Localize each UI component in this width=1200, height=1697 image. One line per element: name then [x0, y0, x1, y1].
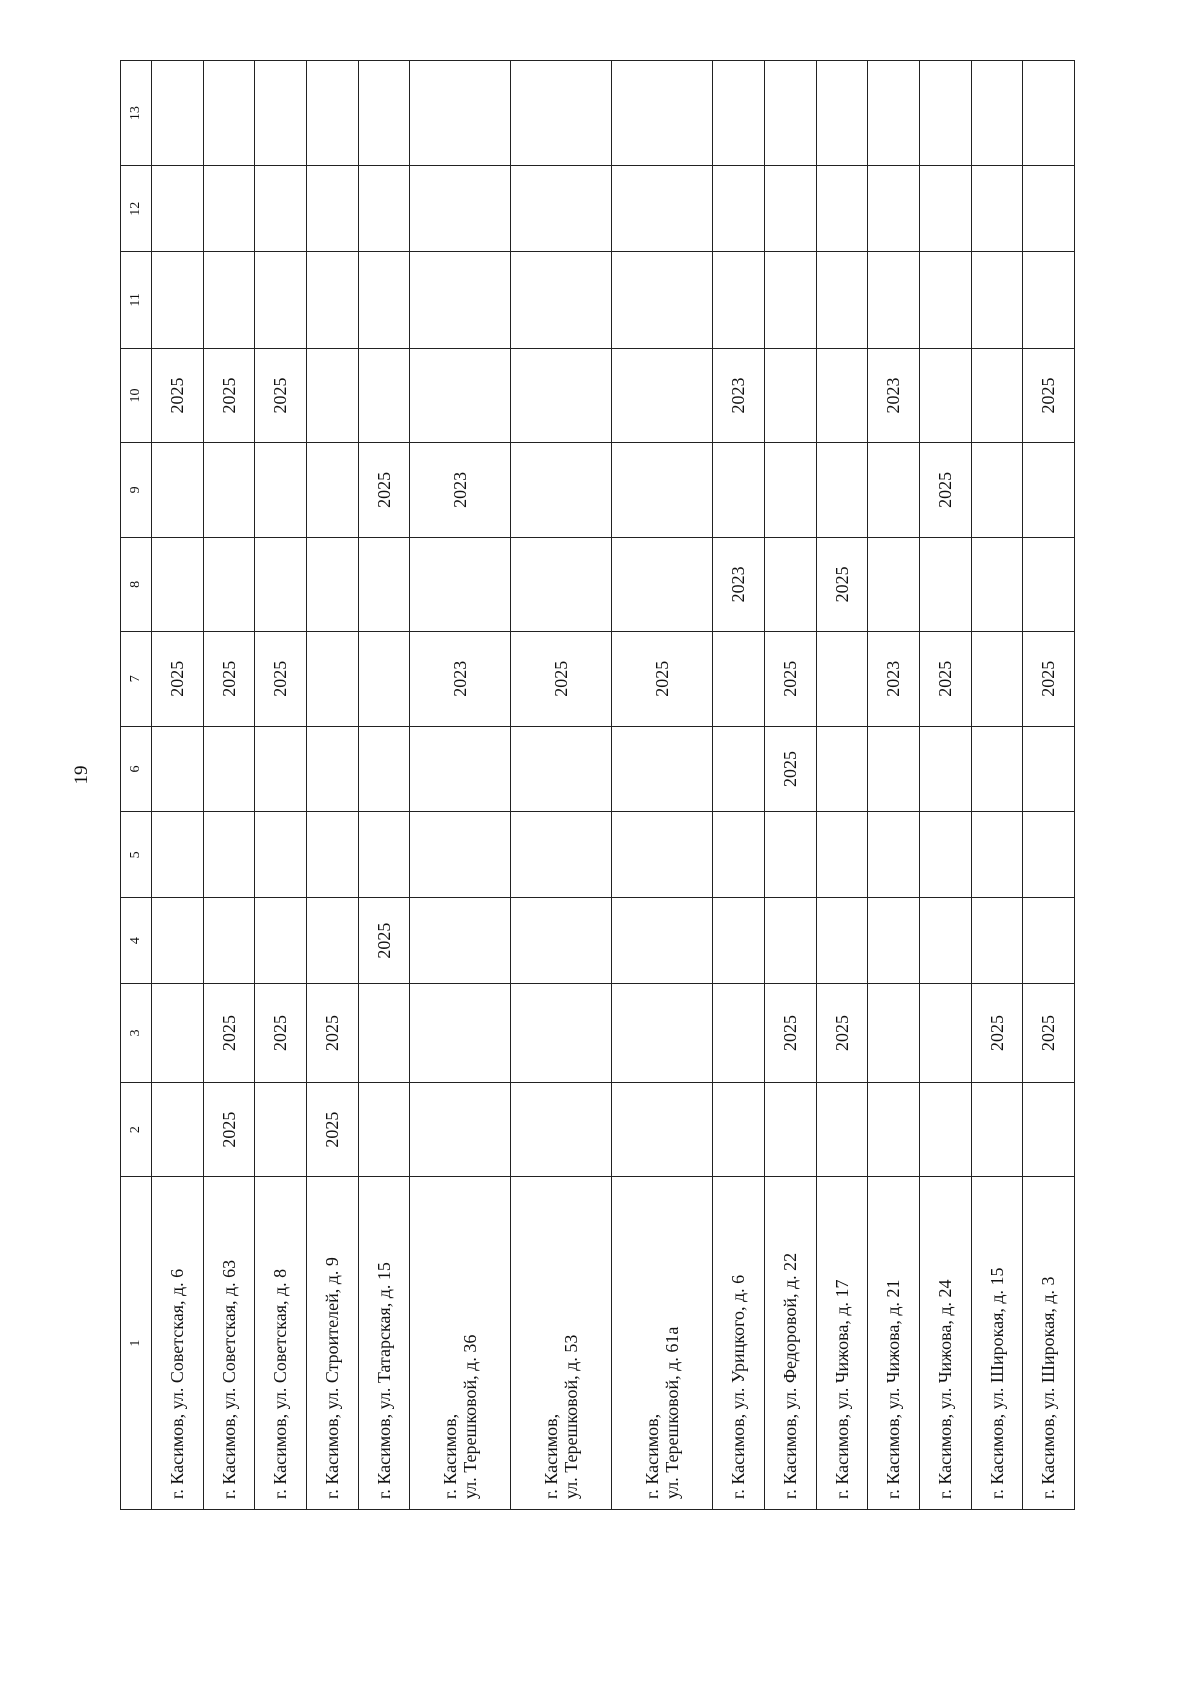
year-cell: [307, 812, 359, 898]
data-table: [120, 60, 1075, 1510]
year-cell: [764, 348, 816, 442]
year-cell: [410, 1082, 511, 1176]
column-header: 6: [121, 726, 152, 812]
year-cell: 2025: [1023, 984, 1075, 1083]
year-cell: [713, 1082, 765, 1176]
address-cell: [816, 1177, 868, 1510]
year-cell: [612, 348, 713, 442]
year-cell: [971, 898, 1023, 984]
year-cell: [410, 984, 511, 1083]
address-cell: [612, 1177, 713, 1510]
column-header: 1: [121, 1177, 152, 1510]
address-line: г. Касимов, ул. Строителей, д. 9: [322, 1257, 342, 1499]
year-cell: 2025: [307, 984, 359, 1083]
year-cell: [511, 1082, 612, 1176]
year-cell: [868, 443, 920, 537]
year-cell: [358, 166, 410, 252]
column-header: 8: [121, 537, 152, 631]
year-cell: [152, 443, 204, 537]
address-line: г. Касимов, ул. Широкая, д. 15: [986, 1267, 1007, 1499]
year-cell: 2025: [511, 632, 612, 726]
column-header: 9: [121, 443, 152, 537]
year-cell: [713, 61, 765, 166]
year-cell: [152, 166, 204, 252]
year-cell: [203, 812, 255, 898]
year-cell: [152, 812, 204, 898]
year-cell: [713, 443, 765, 537]
year-cell: [410, 898, 511, 984]
year-cell: [612, 898, 713, 984]
year-cell: 2025: [358, 898, 410, 984]
year-cell: [764, 61, 816, 166]
year-cell: [307, 166, 359, 252]
year-cell: [816, 166, 868, 252]
year-cell: [919, 166, 971, 252]
address-cell: [358, 1177, 410, 1510]
year-cell: [868, 537, 920, 631]
year-cell: [255, 443, 307, 537]
year-cell: [868, 726, 920, 812]
year-cell: [971, 166, 1023, 252]
year-cell: 2023: [868, 632, 920, 726]
year-cell: [152, 1082, 204, 1176]
year-cell: [410, 252, 511, 349]
column-header: 11: [121, 252, 152, 349]
year-cell: [919, 984, 971, 1083]
year-cell: [203, 537, 255, 631]
column-header: 4: [121, 898, 152, 984]
year-cell: [255, 166, 307, 252]
address-line: г. Касимов,: [540, 1413, 561, 1499]
table-row: [868, 61, 920, 1510]
year-cell: [410, 166, 511, 252]
address-cell: [919, 1177, 971, 1510]
address-line: г. Касимов,: [641, 1413, 662, 1499]
address-cell: [307, 1177, 359, 1510]
table-row: [1023, 61, 1075, 1510]
year-cell: [919, 898, 971, 984]
year-cell: 2025: [152, 632, 204, 726]
column-header: 10: [121, 348, 152, 442]
address-cell: [152, 1177, 204, 1510]
table-row: [612, 61, 713, 1510]
column-header: 7: [121, 632, 152, 726]
year-cell: [971, 812, 1023, 898]
year-cell: [816, 61, 868, 166]
year-cell: [816, 252, 868, 349]
column-header: 5: [121, 812, 152, 898]
year-cell: [919, 61, 971, 166]
table-row: [255, 61, 307, 1510]
year-cell: [868, 166, 920, 252]
year-cell: 2025: [255, 632, 307, 726]
year-cell: [919, 1082, 971, 1176]
year-cell: [307, 443, 359, 537]
year-cell: [358, 726, 410, 812]
year-cell: [816, 632, 868, 726]
year-cell: [358, 348, 410, 442]
year-cell: [1023, 61, 1075, 166]
year-cell: [1023, 898, 1075, 984]
year-cell: [203, 443, 255, 537]
year-cell: [511, 443, 612, 537]
table-row: [152, 61, 204, 1510]
year-cell: [868, 1082, 920, 1176]
table-header-row: [121, 61, 152, 1510]
address-line: г. Касимов,: [439, 1413, 460, 1499]
address-cell: [511, 1177, 612, 1510]
year-cell: [816, 348, 868, 442]
address-line: г. Касимов, ул. Чижова, д. 24: [934, 1279, 955, 1499]
table-row: [971, 61, 1023, 1510]
column-header: 3: [121, 984, 152, 1083]
year-cell: [764, 812, 816, 898]
year-cell: [816, 443, 868, 537]
year-cell: [358, 812, 410, 898]
year-cell: [152, 252, 204, 349]
year-cell: [358, 984, 410, 1083]
year-cell: [358, 1082, 410, 1176]
year-cell: [713, 812, 765, 898]
year-cell: [307, 726, 359, 812]
year-cell: [612, 252, 713, 349]
year-cell: [152, 537, 204, 631]
table-row: [307, 61, 359, 1510]
year-cell: [971, 537, 1023, 631]
year-cell: 2025: [255, 984, 307, 1083]
year-cell: [713, 726, 765, 812]
year-cell: 2025: [764, 632, 816, 726]
year-cell: [307, 537, 359, 631]
year-cell: [358, 537, 410, 631]
year-cell: [971, 348, 1023, 442]
address-line: г. Касимов, ул. Татарская, д. 15: [373, 1262, 394, 1499]
year-cell: [307, 632, 359, 726]
year-cell: [713, 632, 765, 726]
year-cell: 2025: [203, 1082, 255, 1176]
year-cell: 2023: [410, 443, 511, 537]
year-cell: [612, 537, 713, 631]
year-cell: [410, 348, 511, 442]
year-cell: [816, 898, 868, 984]
year-cell: [511, 812, 612, 898]
year-cell: [971, 632, 1023, 726]
year-cell: [919, 537, 971, 631]
year-cell: [764, 1082, 816, 1176]
year-cell: 2025: [152, 348, 204, 442]
year-cell: [410, 726, 511, 812]
year-cell: [971, 252, 1023, 349]
year-cell: [1023, 252, 1075, 349]
year-cell: [612, 443, 713, 537]
year-cell: [511, 348, 612, 442]
year-cell: [203, 166, 255, 252]
year-cell: [511, 537, 612, 631]
year-cell: [255, 898, 307, 984]
address-line: ул. Терешковой, д. 61а: [662, 1326, 683, 1499]
year-cell: 2025: [307, 1082, 359, 1176]
table-row: [713, 61, 765, 1510]
column-header: 12: [121, 166, 152, 252]
table-row: [764, 61, 816, 1510]
year-cell: [1023, 537, 1075, 631]
year-cell: [511, 898, 612, 984]
year-cell: [255, 726, 307, 812]
year-cell: 2025: [816, 537, 868, 631]
year-cell: [307, 252, 359, 349]
year-cell: [868, 984, 920, 1083]
address-line: г. Касимов, ул. Федоровой, д. 22: [779, 1252, 800, 1499]
address-line: г. Касимов, ул. Советская, д. 63: [218, 1259, 239, 1499]
table-row: [410, 61, 511, 1510]
year-cell: [152, 726, 204, 812]
year-cell: 2023: [713, 537, 765, 631]
year-cell: 2025: [764, 726, 816, 812]
year-cell: [307, 898, 359, 984]
year-cell: 2025: [255, 348, 307, 442]
year-cell: [971, 61, 1023, 166]
year-cell: [511, 726, 612, 812]
address-cell: [203, 1177, 255, 1510]
year-cell: [1023, 443, 1075, 537]
year-cell: [764, 443, 816, 537]
column-header: 13: [121, 61, 152, 166]
year-cell: [868, 898, 920, 984]
year-cell: [152, 898, 204, 984]
year-cell: 2025: [1023, 348, 1075, 442]
year-cell: [1023, 166, 1075, 252]
year-cell: [612, 1082, 713, 1176]
table-row: [511, 61, 612, 1510]
address-cell: [1023, 1177, 1075, 1510]
year-cell: [713, 252, 765, 349]
address-cell: [764, 1177, 816, 1510]
year-cell: 2025: [764, 984, 816, 1083]
year-cell: [764, 898, 816, 984]
year-cell: 2025: [919, 443, 971, 537]
year-cell: 2025: [203, 984, 255, 1083]
year-cell: [307, 348, 359, 442]
address-line: г. Касимов, ул. Чижова, д. 17: [831, 1279, 852, 1499]
year-cell: [307, 61, 359, 166]
address-cell: [255, 1177, 307, 1510]
year-cell: [152, 984, 204, 1083]
year-cell: [1023, 1082, 1075, 1176]
year-cell: [511, 166, 612, 252]
table-container: [120, 60, 1075, 1510]
year-cell: [816, 1082, 868, 1176]
year-cell: [255, 61, 307, 166]
address-cell: [971, 1177, 1023, 1510]
year-cell: 2025: [971, 984, 1023, 1083]
year-cell: [358, 632, 410, 726]
table-row: [203, 61, 255, 1510]
address-line: ул. Терешковой, д. 36: [460, 1334, 481, 1499]
year-cell: 2025: [816, 984, 868, 1083]
year-cell: [1023, 726, 1075, 812]
year-cell: [612, 166, 713, 252]
address-line: г. Касимов, ул. Урицкого, д. 6: [728, 1274, 749, 1499]
year-cell: [868, 812, 920, 898]
year-cell: [816, 726, 868, 812]
address-line: г. Касимов, ул. Широкая, д. 3: [1038, 1276, 1059, 1499]
year-cell: [203, 252, 255, 349]
year-cell: [919, 252, 971, 349]
year-cell: 2023: [713, 348, 765, 442]
year-cell: [410, 537, 511, 631]
year-cell: [255, 812, 307, 898]
page-number: 19: [71, 765, 92, 785]
year-cell: [255, 537, 307, 631]
year-cell: [410, 812, 511, 898]
year-cell: [612, 726, 713, 812]
year-cell: [612, 61, 713, 166]
year-cell: 2025: [358, 443, 410, 537]
year-cell: 2023: [868, 348, 920, 442]
year-cell: [203, 898, 255, 984]
year-cell: [764, 166, 816, 252]
year-cell: [713, 898, 765, 984]
year-cell: [868, 61, 920, 166]
year-cell: [1023, 812, 1075, 898]
year-cell: [713, 166, 765, 252]
table-row: [919, 61, 971, 1510]
table-row: [816, 61, 868, 1510]
year-cell: [358, 61, 410, 166]
year-cell: 2025: [612, 632, 713, 726]
year-cell: [971, 726, 1023, 812]
address-line: г. Касимов, ул. Советская, д. 6: [166, 1268, 187, 1499]
year-cell: [816, 812, 868, 898]
year-cell: [612, 812, 713, 898]
year-cell: [203, 726, 255, 812]
address-cell: [410, 1177, 511, 1510]
year-cell: [764, 537, 816, 631]
year-cell: [919, 348, 971, 442]
year-cell: 2025: [203, 348, 255, 442]
year-cell: [971, 1082, 1023, 1176]
year-cell: [511, 61, 612, 166]
year-cell: [203, 61, 255, 166]
year-cell: 2025: [203, 632, 255, 726]
year-cell: [255, 252, 307, 349]
year-cell: 2023: [410, 632, 511, 726]
year-cell: [358, 252, 410, 349]
year-cell: [410, 61, 511, 166]
year-cell: [511, 252, 612, 349]
address-line: ул. Терешковой, д. 53: [561, 1334, 582, 1499]
year-cell: [919, 726, 971, 812]
year-cell: [511, 984, 612, 1083]
column-header: 2: [121, 1082, 152, 1176]
year-cell: [255, 1082, 307, 1176]
year-cell: 2025: [919, 632, 971, 726]
year-cell: [713, 984, 765, 1083]
address-cell: [713, 1177, 765, 1510]
address-cell: [868, 1177, 920, 1510]
year-cell: [919, 812, 971, 898]
address-line: г. Касимов, ул. Чижова, д. 21: [883, 1279, 904, 1499]
year-cell: 2025: [1023, 632, 1075, 726]
table-row: [358, 61, 410, 1510]
year-cell: [612, 984, 713, 1083]
year-cell: [868, 252, 920, 349]
year-cell: [152, 61, 204, 166]
address-line: г. Касимов, ул. Советская, д. 8: [270, 1268, 291, 1499]
year-cell: [764, 252, 816, 349]
year-cell: [971, 443, 1023, 537]
